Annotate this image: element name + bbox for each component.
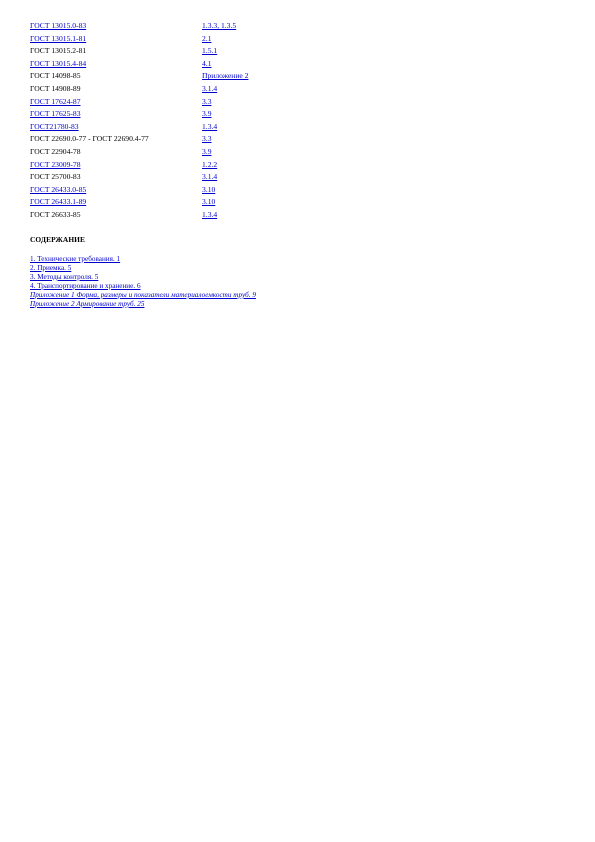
standard-cell [30, 33, 202, 46]
table-row [30, 83, 248, 96]
section-link[interactable]: 1.3.4 [202, 121, 218, 131]
table-row [30, 133, 248, 146]
section-link[interactable]: 3.10 [202, 184, 216, 194]
section-link[interactable]: 1.3.4 [202, 209, 218, 219]
contents-heading: СОДЕРЖАНИЕ [30, 235, 86, 244]
standard-link[interactable]: ГОСТ 26433.1-89 [30, 197, 87, 207]
standard-cell [30, 108, 202, 121]
table-row [30, 108, 248, 121]
standard-cell [30, 196, 202, 209]
section-link[interactable]: 1.5.1 [202, 46, 218, 56]
standard-cell [30, 133, 202, 146]
standard-cell [30, 159, 202, 172]
section-link[interactable]: 1.3.3, 1.3.5 [202, 21, 237, 30]
toc-link[interactable]: 2. Приемка. 5 [30, 263, 72, 272]
standard-text: ГОСТ 22904-78 [30, 146, 81, 156]
table-row [30, 33, 248, 46]
table-row [30, 196, 248, 209]
section-link[interactable]: 3.1.4 [202, 172, 218, 182]
section-link[interactable]: 3.9 [202, 146, 212, 156]
standard-cell [30, 20, 202, 33]
standard-cell [30, 96, 202, 109]
referenced-standards-table [30, 20, 248, 222]
section-cell [202, 83, 248, 96]
standard-link[interactable]: ГОСТ 26433.0-85 [30, 184, 87, 194]
section-link[interactable]: 1.2.2 [202, 159, 218, 169]
section-cell [202, 171, 248, 184]
table-row [30, 209, 248, 222]
toc-item [30, 291, 256, 300]
standard-cell [30, 58, 202, 71]
section-cell [202, 96, 248, 109]
table-of-contents [30, 255, 256, 308]
section-cell [202, 121, 248, 134]
standard-text: ГОСТ 26633-85 [30, 209, 81, 219]
section-cell [202, 184, 248, 197]
section-link[interactable]: 3.3 [202, 96, 212, 106]
standard-link[interactable]: ГОСТ 17624-87 [30, 96, 81, 106]
toc-item [30, 300, 256, 309]
standard-cell [30, 209, 202, 222]
table-row [30, 184, 248, 197]
table-row [30, 159, 248, 172]
standard-link[interactable]: ГОСТ 17625-83 [30, 109, 81, 119]
table-row [30, 171, 248, 184]
standard-cell [30, 146, 202, 159]
standard-link[interactable]: ГОСТ 13015.1-81 [30, 33, 87, 43]
section-cell [202, 20, 248, 33]
standard-text: ГОСТ 14098-85 [30, 71, 81, 81]
standard-link[interactable]: ГОСТ21780-83 [30, 121, 79, 131]
standard-link[interactable]: ГОСТ 23009-78 [30, 159, 81, 169]
toc-link[interactable]: Приложение 1 Форма, размеры и показатели материалоемкости труб. 9 [30, 290, 256, 299]
standard-text: ГОСТ 22690.0-77 - ГОСТ 22690.4-77 [30, 134, 149, 144]
section-cell [202, 146, 248, 159]
section-cell [202, 45, 248, 58]
toc-link[interactable]: 4. Транспортирование и хранение. 6 [30, 281, 141, 290]
table-row [30, 70, 248, 83]
table-row [30, 121, 248, 134]
toc-link[interactable]: Приложение 2 Армирование труб. 25 [30, 299, 145, 308]
section-link[interactable]: 2.1 [202, 33, 212, 43]
section-cell [202, 209, 248, 222]
toc-item [30, 273, 256, 282]
toc-item [30, 282, 256, 291]
standard-cell [30, 70, 202, 83]
section-link[interactable]: Приложение 2 [202, 71, 249, 81]
section-link[interactable]: 3.3 [202, 134, 212, 144]
standard-cell [30, 184, 202, 197]
table-row [30, 146, 248, 159]
section-link[interactable]: 3.1.4 [202, 83, 218, 93]
standard-cell [30, 45, 202, 58]
standard-text: ГОСТ 13015.2-81 [30, 46, 87, 56]
section-link[interactable]: 3.9 [202, 109, 212, 119]
toc-link[interactable]: 1. Технические требования. 1 [30, 255, 121, 263]
section-cell [202, 133, 248, 146]
toc-item [30, 264, 256, 273]
standard-text: ГОСТ 25700-83 [30, 172, 81, 182]
standard-cell [30, 171, 202, 184]
section-cell [202, 159, 248, 172]
toc-link[interactable]: 3. Методы контроля. 5 [30, 272, 99, 281]
section-cell [202, 58, 248, 71]
standard-link[interactable]: ГОСТ 13015.4-84 [30, 58, 87, 68]
section-cell [202, 33, 248, 46]
standard-cell [30, 121, 202, 134]
table-row [30, 45, 248, 58]
standard-text: ГОСТ 14908-89 [30, 83, 81, 93]
section-cell [202, 70, 248, 83]
table-row [30, 58, 248, 71]
standard-cell [30, 83, 202, 96]
section-cell [202, 196, 248, 209]
standard-link[interactable]: ГОСТ 13015.0-83 [30, 21, 87, 30]
section-link[interactable]: 4.1 [202, 58, 212, 68]
table-row [30, 96, 248, 109]
toc-item [30, 255, 256, 264]
table-row [30, 20, 248, 33]
section-cell [202, 108, 248, 121]
section-link[interactable]: 3.10 [202, 197, 216, 207]
